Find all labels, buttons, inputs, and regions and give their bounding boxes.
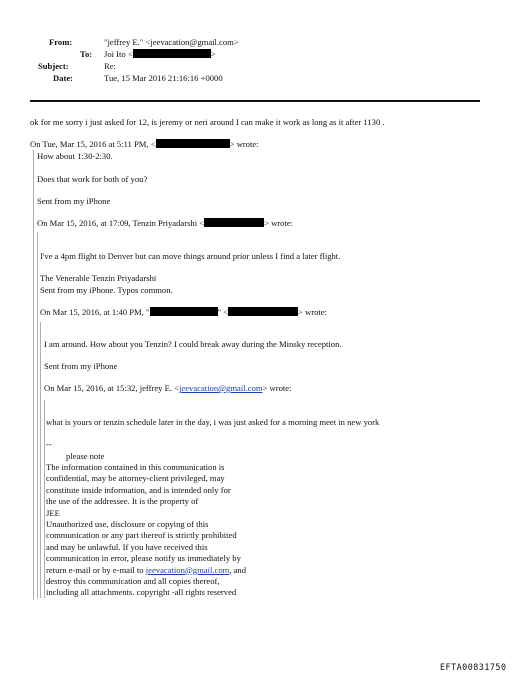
quote-bar	[33, 150, 34, 600]
signature-dashes: --	[46, 439, 52, 449]
quote3-sig: Sent from my iPhone	[44, 361, 118, 371]
quote3-line1: I am around. How about you Tenzin? I could break away during the Minsky reception.	[44, 339, 342, 349]
disclaimer-line	[46, 565, 246, 576]
disclaimer-line: communication in error, please notify us immediately by	[46, 553, 241, 564]
disclaimer-line: destroy this communication and all copies thereof,	[46, 576, 220, 587]
signature-note: please note	[66, 451, 105, 461]
quote4-line1: what is yours or tenzin schedule later in the day, i was just asked for a morning meet in new york	[46, 417, 380, 427]
redaction-block	[204, 218, 264, 227]
quote2-sig2: Sent from my iPhone. Typos common.	[40, 285, 173, 295]
bates-number: EFTA00831750	[440, 662, 507, 672]
quote-bar	[37, 232, 38, 598]
from-label: From:	[49, 37, 73, 47]
email-link[interactable]: jeevacation@gmail.com	[145, 564, 230, 575]
quote2-header	[37, 218, 293, 229]
quote1-header-suffix: > wrote:	[229, 139, 259, 149]
quote4-header-prefix: On Mar 15, 2016, at 15:32, jeffrey E. <	[44, 383, 179, 393]
redaction-block	[156, 139, 230, 148]
to-value	[104, 49, 216, 60]
date-label: Date:	[53, 73, 74, 83]
quote4-header	[44, 383, 292, 394]
disclaimer-line: communication or any part thereof is strictly prohibited	[46, 530, 237, 541]
quote1-header-prefix: On Tue, Mar 15, 2016 at 5:11 PM, <	[30, 139, 156, 149]
disclaimer-email-prefix: return e-mail or by e-mail to	[46, 564, 146, 575]
quote1-header	[30, 139, 259, 150]
reply-main: ok for me sorry i just asked for 12, is jeremy or neri around I can make it work as long as it after 1130 .	[30, 117, 385, 127]
from-value: "jeffrey E." <jeevacation@gmail.com>	[104, 37, 239, 47]
quote2-header-suffix: > wrote:	[264, 218, 294, 228]
to-value-suffix: >	[210, 49, 216, 59]
to-value-prefix: Joi Ito <	[104, 49, 133, 59]
disclaimer-line: confidential, may be attorney-client privileged, may	[46, 473, 225, 484]
disclaimer-line: including all attachments. copyright -all rights reserved	[46, 587, 237, 598]
quote2-sig1: The Venerable Tenzin Priyadarshi	[40, 273, 157, 283]
disclaimer-line: The information contained in this communication is	[46, 462, 225, 472]
quote1-line2: Does that work for both of you?	[37, 174, 148, 184]
disclaimer-line: the use of the addressee. It is the property of	[46, 496, 199, 507]
disclaimer-email-suffix: , and	[229, 564, 247, 575]
redaction-block	[133, 49, 211, 58]
quote3-header-suffix: > wrote:	[298, 307, 327, 317]
date-value: Tue, 15 Mar 2016 21:16:16 +0000	[104, 73, 223, 83]
email-link[interactable]: jeevacation@gmail.com	[179, 383, 263, 393]
quote1-line1: How about 1:30-2:30.	[37, 151, 113, 161]
redaction-block	[150, 307, 218, 316]
quote-bar	[40, 322, 41, 598]
disclaimer-block	[46, 462, 246, 599]
subject-value: Re:	[104, 61, 116, 71]
quote3-header	[40, 307, 327, 318]
disclaimer-line: and may be unlawful. If you have received this	[46, 541, 208, 552]
disclaimer-line: Unauthorized use, disclosure or copying of this	[46, 519, 209, 530]
header-divider	[30, 100, 480, 102]
quote3-header-mid: " <	[217, 307, 229, 317]
quote3-header-prefix: On Mar 15, 2016, at 1:40 PM, "	[40, 307, 150, 317]
to-label: To:	[80, 49, 93, 59]
quote2-header-prefix: On Mar 15, 2016, at 17:09, Tenzin Priyadarshi <	[37, 218, 205, 228]
quote4-header-suffix: > wrote:	[262, 383, 292, 393]
quote1-sig: Sent from my iPhone	[37, 196, 111, 206]
subject-label: Subject:	[38, 61, 69, 71]
quote2-line1: I've a 4pm flight to Denver but can move things around prior unless I find a later flight.	[40, 251, 341, 261]
quote-bar	[44, 400, 45, 598]
redaction-block	[228, 307, 298, 316]
disclaimer-line: constitute inside information, and is intended only for	[46, 484, 231, 495]
disclaimer-line: JEE	[46, 507, 60, 518]
